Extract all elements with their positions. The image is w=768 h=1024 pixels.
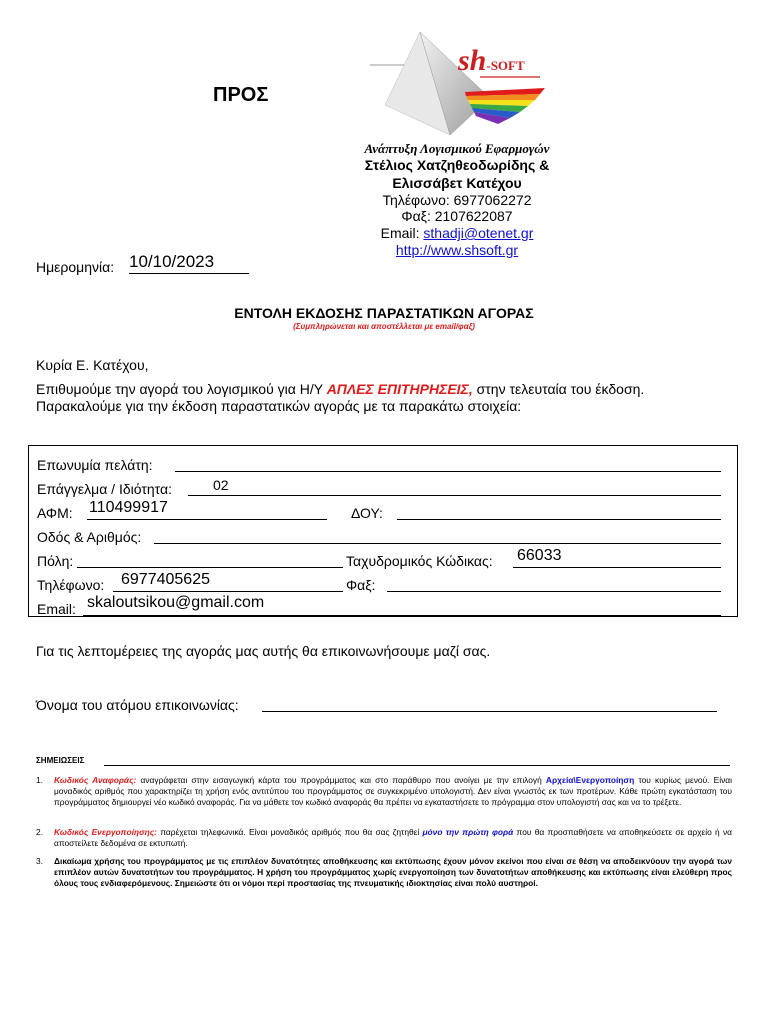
profession-line [188, 495, 721, 496]
afm-field[interactable]: 110499917 [89, 499, 168, 516]
company-tagline: Ανάπτυξη Λογισμικού Εφαρμογών [364, 141, 550, 156]
street-line [154, 543, 721, 544]
intro-start: Επιθυμούμε την αγορά του λογισμικού για Η/Υ [36, 381, 327, 397]
document-title: ΕΝΤΟΛΗ ΕΚΔΟΣΗΣ ΠΑΡΑΣΤΑΤΙΚΩΝ ΑΓΟΡΑΣ [234, 305, 534, 321]
phone-field[interactable]: 6977405625 [121, 571, 210, 588]
note-2-text-a: παρέχεται τηλεφωνικά. Είναι μοναδικός αριθμός που θα σας ζητηθεί [156, 827, 423, 837]
date-label: Ημερομηνία: [36, 259, 115, 275]
profession-label: Επάγγελμα / Ιδιότητα: [37, 481, 172, 497]
company-name-1: Στέλιος Χατζηθεοδωρίδης & [364, 157, 550, 173]
to-label: ΠΡΟΣ [213, 84, 269, 106]
note-1-text-a: αναγράφεται στην εισαγωγική κάρτα του προγράμματος και στο παράθυρο που ανοίγει με την επιλογή [136, 775, 546, 785]
intro-paragraph [36, 381, 644, 397]
postal-code-line [513, 567, 721, 568]
note-1-term: Κωδικός Αναφοράς: [54, 775, 137, 785]
email-line [83, 615, 721, 616]
note-1-number: 1. [36, 775, 43, 785]
company-email-link[interactable]: sthadji@otenet.gr [423, 225, 534, 241]
note-2-term: Κωδικός Ενεργοποίησης: [54, 827, 157, 837]
note-1-text-b: του κυρίως μενού. Είναι μοναδικός αριθμός που χαρακτηρίζει τη χρήση ενός αντιτύπου του προγράμματος σε συγκεκριμένο υπολογιστή. Δεν είναι γνωστός εκ των προτέρων. Κάθε πρώτη εγκατάσταση του προγράμματος δημιουργεί νέο κωδικό αναφοράς. Για να μάθετε τον κωδικό αναφοράς θα πρέπει να εγκαταστήσετε το πρόγραμμα στον υπολογιστή σας και να το τρέξετε. [54, 775, 732, 807]
company-fax: Φαξ: 2107622087 [401, 208, 513, 224]
document-subtitle: (Συμπληρώνεται και αποστέλλεται με email/φαξ) [293, 322, 475, 331]
note-2 [36, 827, 732, 849]
request-paragraph: Παρακαλούμε για την έκδοση παραστατικών αγοράς με τα παρακάτω στοιχεία: [36, 398, 522, 414]
note-1 [36, 775, 732, 808]
city-line [77, 567, 343, 568]
company-name-label: Επωνυμία πελάτη: [37, 457, 153, 473]
company-email-label: Email: [380, 225, 424, 241]
contact-statement: Για τις λεπτομέρειες της αγοράς μας αυτής θα επικοινωνήσουμε μαζί σας. [36, 643, 491, 659]
fax-label: Φαξ: [346, 577, 376, 593]
software-name: ΑΠΛΕΣ ΕΠΙΤΗΡΗΣΕΙΣ, [326, 381, 473, 397]
phone-label: Τηλέφωνο: [37, 577, 105, 593]
company-email-line [300, 225, 614, 241]
email-label: Email: [37, 601, 76, 617]
intro-end: στην τελευταία του έκδοση. [472, 381, 645, 397]
contact-person-label: Όνομα του ατόμου επικοινωνίας: [36, 697, 239, 713]
company-website-line [300, 242, 614, 258]
fax-line [387, 591, 721, 592]
note-2-text-b: που θα προσπαθήσετε να αποθηκεύσετε σε αρχείο ή να αποστείλετε δεδομένα σε εκτυπωτή. [54, 827, 733, 848]
contact-person-line [262, 711, 717, 712]
profession-field[interactable]: 02 [213, 477, 229, 493]
greeting: Κυρία Ε. Κατέχου, [36, 357, 149, 373]
note-3 [36, 856, 732, 889]
city-label: Πόλη: [37, 553, 74, 569]
postal-code-label: Ταχυδρομικός Κώδικας: [346, 553, 493, 569]
company-website-link[interactable]: http://www.shsoft.gr [395, 242, 519, 258]
street-label: Οδός & Αριθμός: [37, 529, 142, 545]
company-name-line [175, 471, 721, 472]
company-phone: Τηλέφωνο: 6977062272 [382, 192, 532, 208]
note-1-menu-path: Αρχεία\Ενεργοποίηση [545, 775, 635, 785]
afm-label: ΑΦΜ: [37, 505, 73, 521]
date-field[interactable]: 10/10/2023 [129, 252, 249, 274]
company-name-2: Ελισσάβετ Κατέχου [392, 175, 522, 191]
postal-code-field[interactable]: 66033 [517, 547, 562, 564]
afm-line [87, 519, 327, 520]
logo-wordmark [458, 44, 525, 78]
note-2-emphasis: μόνο την πρώτη φορά [422, 827, 514, 837]
logo-main: sh [458, 44, 487, 77]
note-3-text: Δικαίωμα χρήσης του προγράμματος με τις επιπλέον δυνατότητες αποθήκευσης και εκτύπωσης έχουν μόνον εκείνοι που είναι σε θέση να αποδεικνύουν την αγορά των επιπλέον αυτών δυνατοτήτων του προγράμματος. Η χρήση του προγράμματος χωρίς ενεργοποίηση των δυνατοτήτων αποθήκευσης και εκτύπωσης είναι ελεύθερη προς όλους τους ενδιαφερόμενους. Σημειώστε ότι οι νόμοι περί προστασίας της πνευματικής ιδιοκτησίας είναι πολύ αυστηροί. [54, 856, 732, 888]
doy-line [397, 519, 721, 520]
notes-title: ΣΗΜΕΙΩΣΕΙΣ [36, 756, 85, 765]
note-2-number: 2. [36, 827, 43, 837]
doy-label: ΔΟΥ: [351, 505, 383, 521]
note-3-number: 3. [36, 856, 43, 866]
notes-divider [104, 765, 730, 766]
customer-details-box [28, 445, 738, 617]
logo-suffix: -SOFT [486, 58, 525, 73]
phone-line [113, 591, 343, 592]
email-field[interactable]: skaloutsikou@gmail.com [87, 594, 265, 611]
